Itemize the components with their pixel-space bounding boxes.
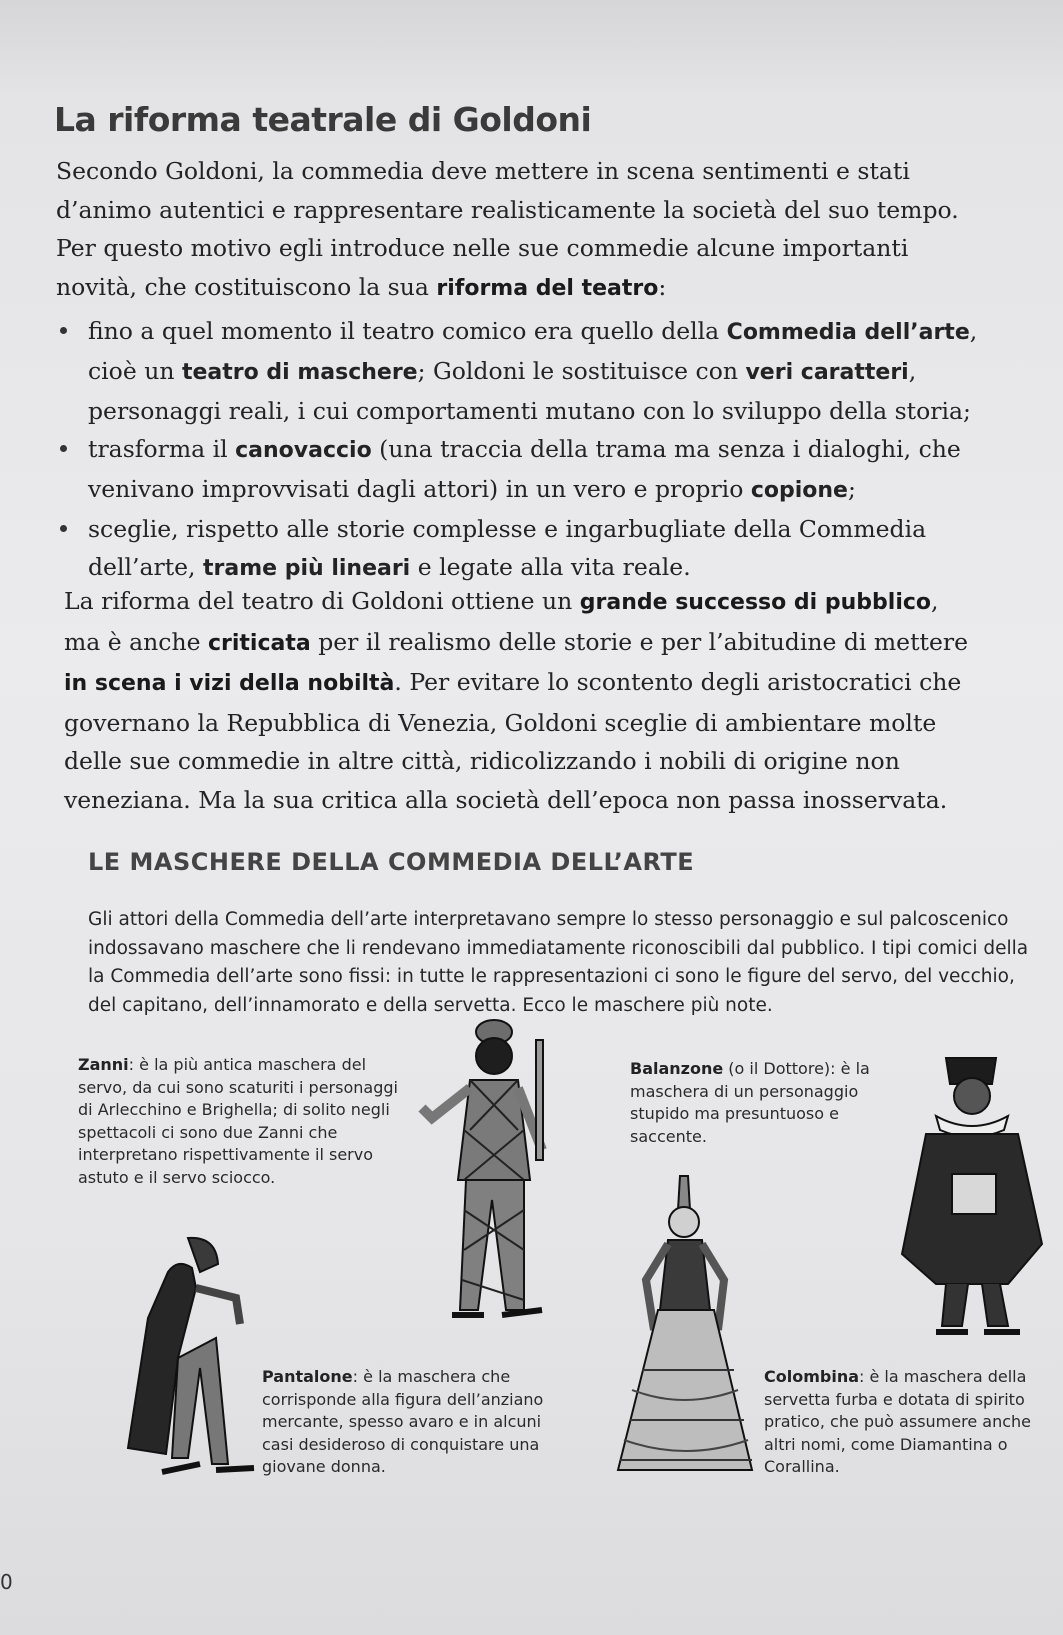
page-title: La riforma teatrale di Goldoni	[54, 100, 592, 139]
section-intro: Gli attori della Commedia dell’arte interpretavano sempre lo stesso personaggio e sul palcoscenico indossavano maschere che li rendevano immediatamente riconoscibili dal pubblico. I tipi comici della la Commedia dell’arte sono fissi: in tutte le rappresentazioni ci sono le figure del servo, del vecchio, del capitano, dell’innamorato e della servetta. Ecco le maschere più note.	[88, 909, 1029, 1016]
colombina-caption: Colombina: è la maschera della servetta furba e dotata di spirito pratico, che può assumere anche altri nomi, come Diamantina o Corallina.	[764, 1367, 1031, 1476]
bullet-item: sceglie, rispetto alle storie complesse e ingarbugliate della Commedia dell’arte, trame più lineari e legate alla vita reale.	[58, 510, 977, 588]
balanzone-illustration	[896, 1044, 1046, 1344]
section-title: LE MASCHERE DELLA COMMEDIA DELL’ARTE	[88, 848, 695, 876]
intro-paragraph	[56, 152, 959, 308]
bullet-item: trasforma il canovaccio (una traccia della trama ma senza i dialoghi, che venivano improvvisati dagli attori) in un vero e proprio copione;	[58, 430, 977, 510]
intro-line: Secondo Goldoni, la commedia deve mettere in scena sentimenti e stati	[56, 157, 910, 185]
intro-line: novità, che costituiscono la sua riforma del teatro:	[56, 272, 667, 301]
pantalone-caption: Pantalone: è la maschera che corrisponde alla figura dell’anziano mercante, spesso avaro e in alcuni casi desideroso di conquistare una giovane donna.	[262, 1367, 544, 1476]
zanni-caption: Zanni: è la più antica maschera del servo, da cui sono scaturiti i personaggi di Arlecchino e Brighella; di solito negli spettacoli ci sono due Zanni che interpretano rispettivamente il servo astuto e il servo sciocco.	[78, 1055, 398, 1187]
balanzone-caption: Balanzone (o il Dottore): è la maschera di un personaggio stupido ma presuntuoso e saccente.	[630, 1059, 870, 1146]
bullet-item: fino a quel momento il teatro comico era quello della Commedia dell’arte, cioè un teatro di maschere; Goldoni le sostituisce con veri caratteri, personaggi reali, i cui comportamenti mutano con lo sviluppo della storia;	[58, 312, 977, 430]
intro-line: d’animo autentici e rappresentare realisticamente la società del suo tempo.	[56, 195, 959, 224]
harlequin-illustration	[412, 1010, 572, 1350]
bold-term: riforma del teatro	[436, 275, 659, 301]
intro-line: Per questo motivo egli introduce nelle sue commedie alcune importanti	[56, 234, 909, 262]
pantalone-illustration	[108, 1228, 268, 1488]
page-number: 0	[0, 1570, 13, 1594]
bullet-list	[58, 312, 977, 588]
closing-paragraph: La riforma del teatro di Goldoni ottiene un grande successo di pubblico, ma è anche criticata per il realismo delle storie e per l’abitudine di mettere in scena i vizi della nobiltà. Per evitare lo scontento degli aristocratici che governano la Repubblica di Venezia, Goldoni sceglie di ambientare molte delle sue commedie in altre città, ridicolizzando i nobili di origine non veneziana. Ma la sua critica alla società dell’epoca non passa inosservata.	[64, 587, 969, 814]
colombina-illustration	[602, 1170, 772, 1490]
